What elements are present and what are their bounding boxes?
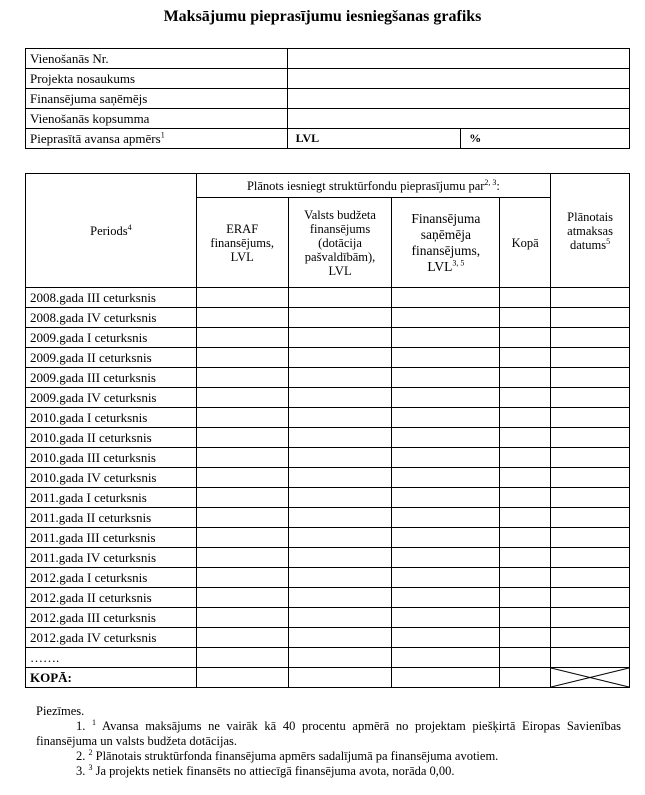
value-cell[interactable] bbox=[288, 448, 392, 468]
table-row bbox=[26, 328, 630, 348]
value-cell[interactable] bbox=[551, 448, 630, 468]
value-cell[interactable] bbox=[288, 588, 392, 608]
table-row bbox=[26, 348, 630, 368]
period-cell: 2011.gada II ceturksnis bbox=[26, 508, 197, 528]
period-cell: 2010.gada III ceturksnis bbox=[26, 448, 197, 468]
value-cell[interactable] bbox=[500, 308, 551, 328]
period-cell: ……. bbox=[26, 648, 197, 668]
period-cell: 2012.gada III ceturksnis bbox=[26, 608, 197, 628]
period-cell: 2010.gada II ceturksnis bbox=[26, 428, 197, 448]
value-cell[interactable] bbox=[551, 468, 630, 488]
total-value-cell[interactable] bbox=[392, 668, 500, 688]
value-cell[interactable] bbox=[551, 588, 630, 608]
value-cell[interactable] bbox=[288, 308, 392, 328]
value-cell[interactable] bbox=[196, 588, 288, 608]
info-label: Finansējuma saņēmējs bbox=[26, 89, 288, 109]
value-cell[interactable] bbox=[196, 328, 288, 348]
value-cell[interactable] bbox=[500, 588, 551, 608]
table-row bbox=[26, 448, 630, 468]
value-cell[interactable] bbox=[288, 468, 392, 488]
value-cell[interactable] bbox=[500, 488, 551, 508]
value-cell[interactable] bbox=[500, 628, 551, 648]
value-cell[interactable] bbox=[500, 428, 551, 448]
cross-mark bbox=[551, 668, 629, 687]
value-cell[interactable] bbox=[196, 608, 288, 628]
period-cell: 2012.gada IV ceturksnis bbox=[26, 628, 197, 648]
table-row bbox=[26, 568, 630, 588]
value-cell[interactable] bbox=[196, 468, 288, 488]
value-cell[interactable] bbox=[392, 368, 500, 388]
value-cell[interactable] bbox=[500, 568, 551, 588]
value-cell[interactable] bbox=[392, 528, 500, 548]
value-cell[interactable] bbox=[392, 328, 500, 348]
value-cell[interactable] bbox=[288, 508, 392, 528]
info-value-field[interactable] bbox=[287, 89, 629, 109]
period-cell: 2011.gada IV ceturksnis bbox=[26, 548, 197, 568]
period-cell: 2009.gada II ceturksnis bbox=[26, 348, 197, 368]
value-cell[interactable] bbox=[500, 468, 551, 488]
value-cell[interactable] bbox=[288, 528, 392, 548]
info-row bbox=[26, 49, 630, 69]
value-cell[interactable] bbox=[551, 288, 630, 308]
value-cell[interactable] bbox=[196, 368, 288, 388]
erdf-header: ERAF finansējums, LVL bbox=[196, 198, 288, 288]
value-cell[interactable] bbox=[288, 348, 392, 368]
info-value-field[interactable] bbox=[287, 49, 629, 69]
value-cell[interactable] bbox=[196, 448, 288, 468]
value-cell[interactable] bbox=[288, 628, 392, 648]
value-cell[interactable] bbox=[551, 568, 630, 588]
note-item: 2. $^2$ Plānotais struktūrfonda finansējuma apmērs sadalījumā pa finansējuma avotiem. bbox=[76, 747, 499, 763]
info-value-field[interactable] bbox=[287, 109, 629, 129]
value-cell[interactable] bbox=[392, 428, 500, 448]
total-row bbox=[26, 668, 630, 688]
table-row bbox=[26, 308, 630, 328]
value-cell[interactable] bbox=[500, 448, 551, 468]
table-row bbox=[26, 288, 630, 308]
value-cell[interactable] bbox=[196, 428, 288, 448]
value-cell[interactable] bbox=[500, 608, 551, 628]
advance-currency-field[interactable]: LVL bbox=[287, 129, 461, 149]
advance-row bbox=[26, 129, 630, 149]
value-cell[interactable] bbox=[551, 308, 630, 328]
value-cell[interactable] bbox=[551, 608, 630, 628]
value-cell[interactable] bbox=[196, 488, 288, 508]
info-row bbox=[26, 69, 630, 89]
table-row bbox=[26, 608, 630, 628]
value-cell[interactable] bbox=[392, 308, 500, 328]
group-header: Plānots iesniegt struktūrfondu pieprasījumu par$^{2, 3}$: bbox=[196, 174, 550, 198]
value-cell[interactable] bbox=[288, 548, 392, 568]
value-cell[interactable] bbox=[392, 588, 500, 608]
value-cell[interactable] bbox=[196, 408, 288, 428]
value-cell[interactable] bbox=[288, 288, 392, 308]
total-value-cell[interactable] bbox=[288, 668, 392, 688]
value-cell[interactable] bbox=[500, 508, 551, 528]
period-cell: 2011.gada I ceturksnis bbox=[26, 488, 197, 508]
value-cell[interactable] bbox=[500, 548, 551, 568]
value-cell[interactable] bbox=[196, 528, 288, 548]
table-row bbox=[26, 528, 630, 548]
notes-heading: Piezīmes. bbox=[36, 704, 85, 718]
value-cell[interactable] bbox=[196, 388, 288, 408]
table-row bbox=[26, 368, 630, 388]
period-cell: 2012.gada II ceturksnis bbox=[26, 588, 197, 608]
value-cell[interactable] bbox=[551, 648, 630, 668]
value-cell[interactable] bbox=[392, 488, 500, 508]
note-item: 1. $^1$ Avansa maksājums ne vairāk kā 40 procentu apmērā no projektam piešķirtā Eiropas Savienības finansējuma un valsts budžeta dotācijas. bbox=[36, 717, 622, 748]
value-cell[interactable] bbox=[288, 648, 392, 668]
value-cell[interactable] bbox=[392, 548, 500, 568]
payment-schedule-table bbox=[25, 173, 630, 688]
value-cell[interactable] bbox=[196, 508, 288, 528]
repay-date-header: Plānotais atmaksas datums$^5$ bbox=[551, 174, 630, 288]
value-cell[interactable] bbox=[551, 348, 630, 368]
value-cell[interactable] bbox=[288, 328, 392, 348]
info-label: Vienošanās kopsumma bbox=[26, 109, 288, 129]
period-cell: 2009.gada III ceturksnis bbox=[26, 368, 197, 388]
value-cell[interactable] bbox=[196, 548, 288, 568]
value-cell[interactable] bbox=[392, 508, 500, 528]
value-cell[interactable] bbox=[551, 428, 630, 448]
value-cell[interactable] bbox=[392, 648, 500, 668]
info-row bbox=[26, 89, 630, 109]
value-cell[interactable] bbox=[196, 648, 288, 668]
advance-percent-field[interactable]: % bbox=[461, 129, 630, 149]
value-cell[interactable] bbox=[551, 488, 630, 508]
value-cell[interactable] bbox=[392, 388, 500, 408]
info-label: Vienošanās Nr. bbox=[26, 49, 288, 69]
period-cell: 2009.gada I ceturksnis bbox=[26, 328, 197, 348]
value-cell[interactable] bbox=[196, 348, 288, 368]
value-cell[interactable] bbox=[288, 568, 392, 588]
value-cell[interactable] bbox=[551, 628, 630, 648]
total-label: KOPĀ: bbox=[26, 668, 197, 688]
table-row bbox=[26, 548, 630, 568]
value-cell[interactable] bbox=[500, 388, 551, 408]
value-cell[interactable] bbox=[551, 388, 630, 408]
notes bbox=[36, 704, 621, 779]
period-cell: 2012.gada I ceturksnis bbox=[26, 568, 197, 588]
agreement-info-table bbox=[25, 48, 630, 149]
total-value-cell[interactable] bbox=[196, 668, 288, 688]
value-cell[interactable] bbox=[500, 528, 551, 548]
value-cell[interactable] bbox=[500, 368, 551, 388]
value-cell[interactable] bbox=[392, 408, 500, 428]
value-cell[interactable] bbox=[392, 608, 500, 628]
value-cell[interactable] bbox=[196, 308, 288, 328]
total-value-cell[interactable] bbox=[500, 668, 551, 688]
value-cell[interactable] bbox=[288, 388, 392, 408]
table-row bbox=[26, 408, 630, 428]
value-cell[interactable] bbox=[500, 328, 551, 348]
table-row bbox=[26, 588, 630, 608]
value-cell[interactable] bbox=[551, 548, 630, 568]
table-row bbox=[26, 628, 630, 648]
note-item: 3. $^3$ Ja projekts netiek finansēts no attiecīgā finansējuma avota, norāda 0,00. bbox=[76, 762, 455, 778]
table-row bbox=[26, 468, 630, 488]
value-cell[interactable] bbox=[196, 288, 288, 308]
page-title: Maksājumu pieprasījumu iesniegšanas grafiks bbox=[163, 8, 482, 25]
table-row bbox=[26, 648, 630, 668]
value-cell[interactable] bbox=[500, 348, 551, 368]
info-label: Projekta nosaukums bbox=[26, 69, 288, 89]
table-row bbox=[26, 488, 630, 508]
table-row bbox=[26, 388, 630, 408]
value-cell[interactable] bbox=[392, 348, 500, 368]
value-cell[interactable] bbox=[500, 648, 551, 668]
value-cell[interactable] bbox=[551, 508, 630, 528]
value-cell[interactable] bbox=[288, 428, 392, 448]
total-header: Kopā bbox=[500, 198, 551, 288]
value-cell[interactable] bbox=[392, 568, 500, 588]
info-row bbox=[26, 109, 630, 129]
period-cell: 2009.gada IV ceturksnis bbox=[26, 388, 197, 408]
period-cell: 2008.gada III ceturksnis bbox=[26, 288, 197, 308]
period-cell: 2010.gada I ceturksnis bbox=[26, 408, 197, 428]
value-cell[interactable] bbox=[500, 408, 551, 428]
period-cell: 2011.gada III ceturksnis bbox=[26, 528, 197, 548]
value-cell[interactable] bbox=[551, 328, 630, 348]
value-cell[interactable] bbox=[392, 288, 500, 308]
period-cell: 2010.gada IV ceturksnis bbox=[26, 468, 197, 488]
value-cell[interactable] bbox=[500, 288, 551, 308]
period-header: Periods$^4$ bbox=[26, 174, 197, 288]
value-cell[interactable] bbox=[288, 368, 392, 388]
state-budget-header: Valsts budžeta finansējums (dotācija pašvaldībām), LVL bbox=[288, 198, 392, 288]
value-cell[interactable] bbox=[196, 628, 288, 648]
value-cell[interactable] bbox=[288, 488, 392, 508]
value-cell[interactable] bbox=[551, 528, 630, 548]
value-cell[interactable] bbox=[196, 568, 288, 588]
table-row bbox=[26, 508, 630, 528]
value-cell[interactable] bbox=[551, 408, 630, 428]
period-cell: 2008.gada IV ceturksnis bbox=[26, 308, 197, 328]
table-row bbox=[26, 428, 630, 448]
value-cell[interactable] bbox=[288, 408, 392, 428]
recipient-header: Finansējuma saņēmēja finansējums, LVL$^{3, 5}$ bbox=[392, 198, 500, 288]
value-cell[interactable] bbox=[392, 628, 500, 648]
advance-label: Pieprasītā avansa apmērs$^1$ bbox=[26, 129, 288, 149]
value-cell[interactable] bbox=[392, 468, 500, 488]
value-cell[interactable] bbox=[288, 608, 392, 628]
value-cell[interactable] bbox=[392, 448, 500, 468]
crossed-out-cell bbox=[551, 668, 630, 688]
info-value-field[interactable] bbox=[287, 69, 629, 89]
value-cell[interactable] bbox=[551, 368, 630, 388]
